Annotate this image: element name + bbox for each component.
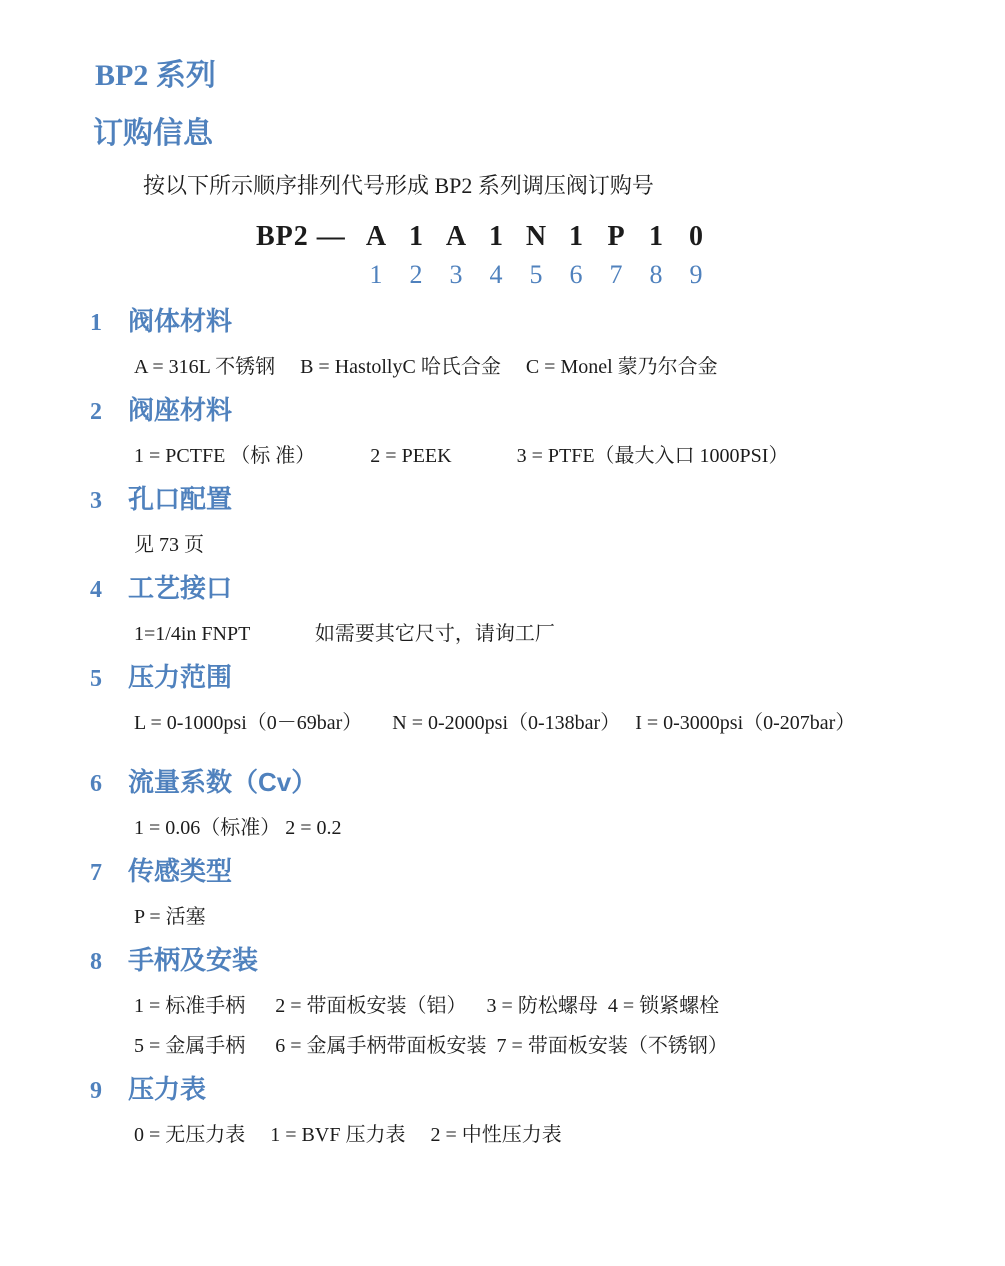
section-5-pressure-range [0,661,1005,736]
position-label-6: 6 [569,260,583,289]
section-6-options: 1 = 0.06（标准） 2 = 0.2 [134,817,342,839]
section-7-options: P = 活塞 [134,906,206,928]
section-7-title: 传感类型 [128,856,233,886]
section-3-options: 见 73 页 [134,534,204,556]
section-5-title: 压力范围 [128,662,233,692]
intro-text: 按以下所示顺序排列代号形成 BP2 系列调压阀订购号 [143,173,654,198]
position-label-3: 3 [449,260,463,289]
section-6-header [0,766,1005,799]
order-code-char-1: A [365,221,387,252]
section-5-number: 5 [90,666,102,692]
position-number-row [256,259,1005,291]
section-6-number: 6 [90,771,102,797]
order-code-char-5: N [525,221,547,252]
section-3-port-configuration [0,483,1005,558]
section-9-number: 9 [90,1078,102,1104]
section-2-seat-material [0,394,1005,469]
section-9-options: 0 = 无压力表 1 = BVF 压力表 2 = 中性压力表 [134,1124,562,1146]
document-page [0,57,1005,1266]
order-code-char-7: P [607,221,625,252]
section-9-header [0,1073,1005,1106]
section-7-header [0,855,1005,888]
section-8-handle-and-mounting [0,944,1005,1059]
section-1-title: 阀体材料 [128,306,233,336]
page-title: BP2 系列 [95,59,216,92]
position-label-1: 1 [369,260,383,289]
section-8-options-line-2: 5 = 金属手柄 6 = 金属手柄带面板安装 7 = 带面板安装（不锈钢） [134,1035,728,1057]
section-7-number: 7 [90,860,102,886]
order-code-char-6: 1 [569,221,583,252]
position-row-spacer [256,259,356,291]
section-7-sensing-type [0,855,1005,930]
section-2-options: 1 = PCTFE （标 准） 2 = PEEK 3 = PTFE（最大入口 1000PSI） [134,445,789,467]
section-2-title: 阀座材料 [128,395,233,425]
section-5-options: L = 0-1000psi（0－69bar） N = 0-2000psi（0-138bar） I = 0-3000psi（0-207bar） [134,712,856,734]
section-4-header [0,572,1005,605]
order-code-row [256,220,1005,254]
section-9-title: 压力表 [128,1074,207,1104]
section-5-header [0,661,1005,694]
section-8-number: 8 [90,949,102,975]
section-4-title: 工艺接口 [128,573,233,603]
section-1-header [0,305,1005,338]
ordering-info-heading: 订购信息 [93,117,213,150]
section-6-flow-coefficient [0,766,1005,841]
section-2-header [0,394,1005,427]
section-9-pressure-gauge [0,1073,1005,1148]
section-4-number: 4 [90,577,102,603]
section-8-header [0,944,1005,977]
order-code-char-9: 0 [689,221,703,252]
section-3-title: 孔口配置 [128,484,233,514]
section-4-options: 1=1/4in FNPT 如需要其它尺寸，请询工厂 [134,623,555,645]
position-label-7: 7 [609,260,623,289]
section-4-process-connection [0,572,1005,647]
section-1-options: A = 316L 不锈钢 B = HastollyC 哈氏合金 C = Monel 蒙乃尔合金 [134,356,718,378]
section-8-options-line-1: 1 = 标准手柄 2 = 带面板安装（铝） 3 = 防松螺母 4 = 锁紧螺栓 [134,995,720,1017]
position-label-5: 5 [529,260,543,289]
section-1-valve-body-material [0,305,1005,380]
order-code-char-8: 1 [649,221,663,252]
section-3-number: 3 [90,488,102,514]
section-3-header [0,483,1005,516]
position-label-8: 8 [649,260,663,289]
order-code-char-3: A [445,221,467,252]
position-label-4: 4 [489,260,503,289]
order-code-prefix: BP2 — [256,221,346,252]
order-code-char-4: 1 [489,221,503,252]
position-label-2: 2 [409,260,423,289]
section-8-title: 手柄及安装 [128,945,259,975]
section-6-title: 流量系数（Cv） [128,767,318,797]
order-code-char-2: 1 [409,221,423,252]
position-label-9: 9 [689,260,703,289]
section-1-number: 1 [90,310,102,336]
section-2-number: 2 [90,399,102,425]
